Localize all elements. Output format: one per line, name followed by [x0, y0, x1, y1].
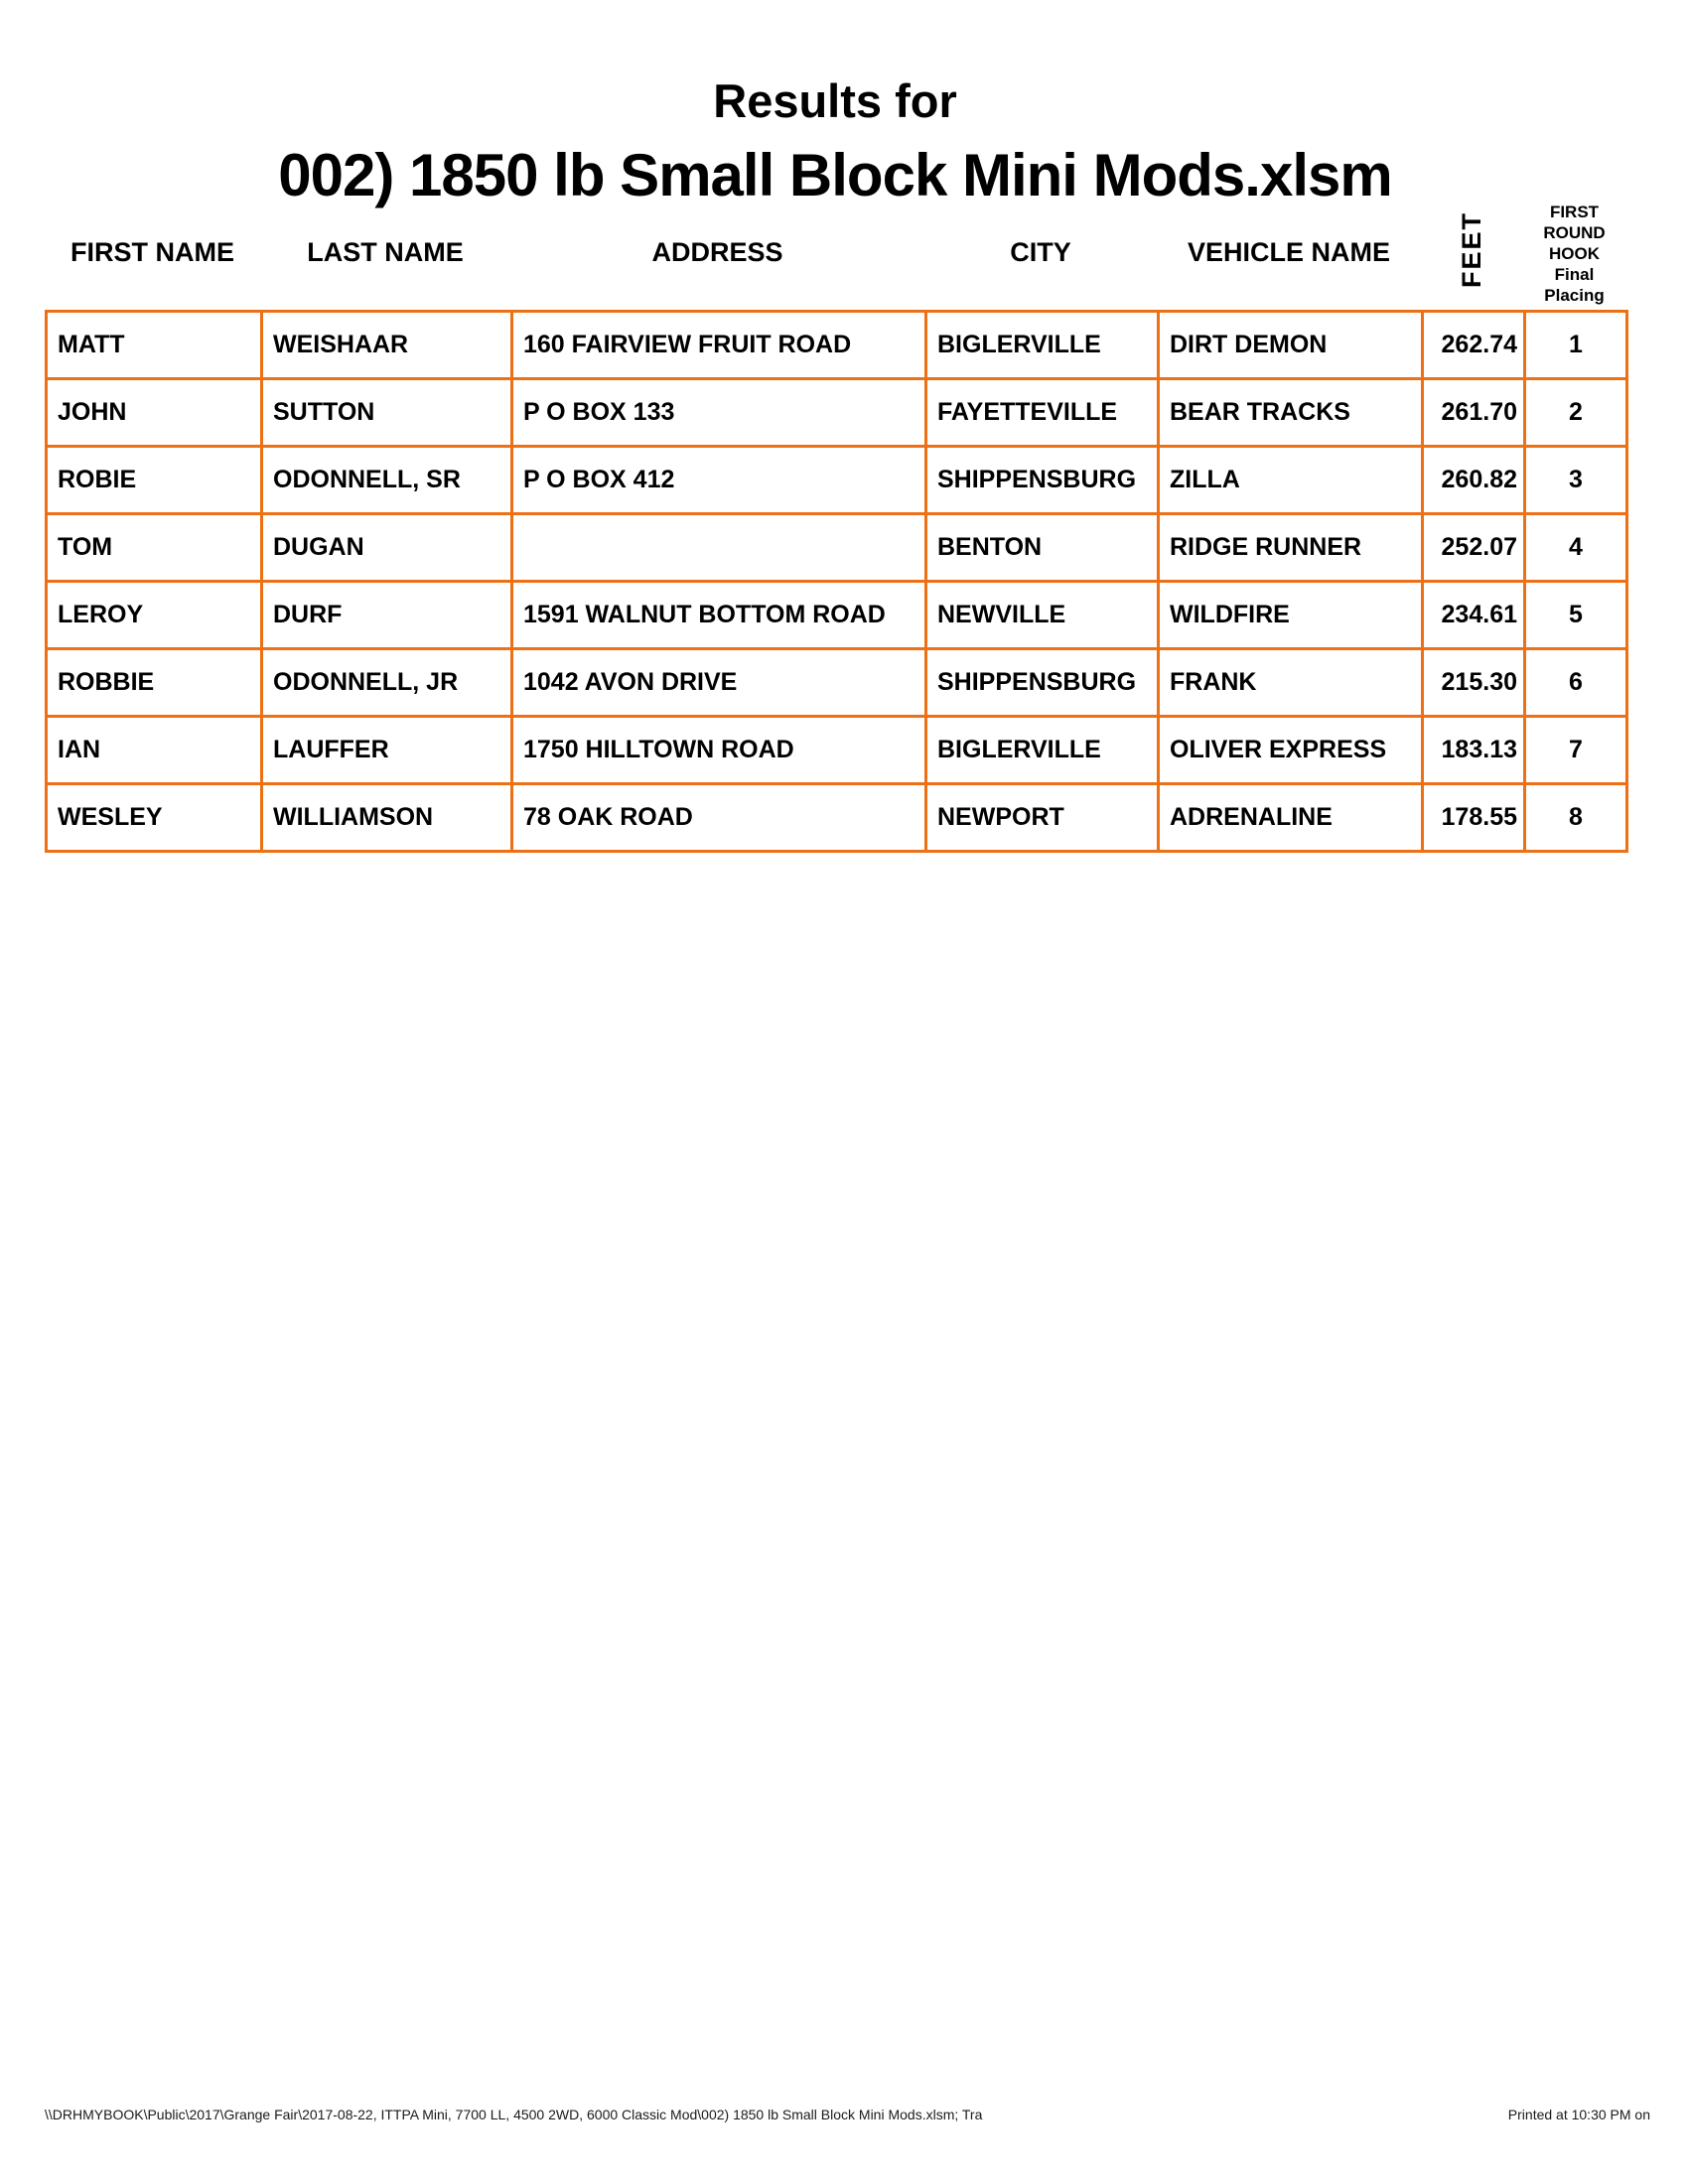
table-header-band: [45, 189, 1625, 308]
cell-first-name: MATT: [47, 312, 262, 379]
column-header-placing: [1523, 202, 1625, 306]
cell-first-name: TOM: [47, 514, 262, 582]
feet-vertical-label: FEET: [1457, 210, 1486, 288]
cell-city: NEWPORT: [926, 784, 1159, 852]
table-row: [47, 312, 1627, 379]
cell-last-name: DURF: [262, 582, 512, 649]
cell-city: BIGLERVILLE: [926, 717, 1159, 784]
cell-last-name: SUTTON: [262, 379, 512, 447]
cell-first-name: ROBBIE: [47, 649, 262, 717]
cell-vehicle-name: BEAR TRACKS: [1159, 379, 1423, 447]
cell-placing: 7: [1525, 717, 1627, 784]
cell-city: BENTON: [926, 514, 1159, 582]
cell-feet: 234.61: [1423, 582, 1525, 649]
cell-city: SHIPPENSBURG: [926, 447, 1159, 514]
cell-address: P O BOX 412: [512, 447, 926, 514]
column-header-city: CITY: [1010, 237, 1071, 267]
cell-address: [512, 514, 926, 582]
cell-address: 160 FAIRVIEW FRUIT ROAD: [512, 312, 926, 379]
table-row: [47, 649, 1627, 717]
placing-header-line: Placing: [1544, 286, 1605, 305]
cell-last-name: WEISHAAR: [262, 312, 512, 379]
page-title: Results for: [713, 74, 957, 127]
column-header-vehicle-name: VEHICLE NAME: [1187, 237, 1391, 267]
cell-placing: 3: [1525, 447, 1627, 514]
table-row: [47, 717, 1627, 784]
cell-feet: 183.13: [1423, 717, 1525, 784]
cell-vehicle-name: FRANK: [1159, 649, 1423, 717]
cell-feet: 260.82: [1423, 447, 1525, 514]
cell-last-name: LAUFFER: [262, 717, 512, 784]
results-table: [45, 310, 1628, 853]
column-header-last-name: LAST NAME: [307, 237, 464, 267]
cell-feet: 215.30: [1423, 649, 1525, 717]
placing-header-line: HOOK: [1549, 244, 1600, 263]
cell-first-name: JOHN: [47, 379, 262, 447]
cell-first-name: IAN: [47, 717, 262, 784]
footer-printed-at: Printed at 10:30 PM on: [1507, 2107, 1650, 2122]
cell-city: SHIPPENSBURG: [926, 649, 1159, 717]
cell-feet: 262.74: [1423, 312, 1525, 379]
table-row: [47, 582, 1627, 649]
footer-file-path: \\DRHMYBOOK\Public\2017\Grange Fair\2017-08-22, ITTPA Mini, 7700 LL, 4500 2WD, 6000 Classic Mod\002) 1850 lb Small Block Mini Mods.xlsm; Tra: [45, 2107, 983, 2122]
cell-address: 1591 WALNUT BOTTOM ROAD: [512, 582, 926, 649]
table-row: [47, 784, 1627, 852]
cell-last-name: WILLIAMSON: [262, 784, 512, 852]
cell-city: BIGLERVILLE: [926, 312, 1159, 379]
placing-header-line: ROUND: [1543, 223, 1606, 242]
column-header-first-name: FIRST NAME: [70, 237, 234, 267]
cell-first-name: WESLEY: [47, 784, 262, 852]
column-header-address: ADDRESS: [651, 237, 783, 267]
cell-vehicle-name: ADRENALINE: [1159, 784, 1423, 852]
cell-first-name: LEROY: [47, 582, 262, 649]
cell-address: P O BOX 133: [512, 379, 926, 447]
cell-placing: 2: [1525, 379, 1627, 447]
cell-feet: 261.70: [1423, 379, 1525, 447]
column-header-feet: [1421, 211, 1523, 288]
cell-placing: 1: [1525, 312, 1627, 379]
cell-vehicle-name: WILDFIRE: [1159, 582, 1423, 649]
table-row: [47, 379, 1627, 447]
page-subtitle-filename: 002) 1850 lb Small Block Mini Mods.xlsm: [278, 142, 1392, 208]
cell-placing: 5: [1525, 582, 1627, 649]
cell-feet: 178.55: [1423, 784, 1525, 852]
placing-header-line: FIRST: [1549, 203, 1600, 221]
cell-placing: 4: [1525, 514, 1627, 582]
cell-vehicle-name: DIRT DEMON: [1159, 312, 1423, 379]
placing-header-line: Final: [1554, 265, 1595, 284]
cell-address: 1042 AVON DRIVE: [512, 649, 926, 717]
cell-address: 78 OAK ROAD: [512, 784, 926, 852]
cell-city: FAYETTEVILLE: [926, 379, 1159, 447]
cell-vehicle-name: OLIVER EXPRESS: [1159, 717, 1423, 784]
cell-feet: 252.07: [1423, 514, 1525, 582]
cell-first-name: ROBIE: [47, 447, 262, 514]
cell-address: 1750 HILLTOWN ROAD: [512, 717, 926, 784]
table-row: [47, 447, 1627, 514]
cell-placing: 6: [1525, 649, 1627, 717]
cell-last-name: ODONNELL, SR: [262, 447, 512, 514]
cell-city: NEWVILLE: [926, 582, 1159, 649]
cell-placing: 8: [1525, 784, 1627, 852]
cell-vehicle-name: RIDGE RUNNER: [1159, 514, 1423, 582]
cell-vehicle-name: ZILLA: [1159, 447, 1423, 514]
cell-last-name: DUGAN: [262, 514, 512, 582]
cell-last-name: ODONNELL, JR: [262, 649, 512, 717]
table-row: [47, 514, 1627, 582]
